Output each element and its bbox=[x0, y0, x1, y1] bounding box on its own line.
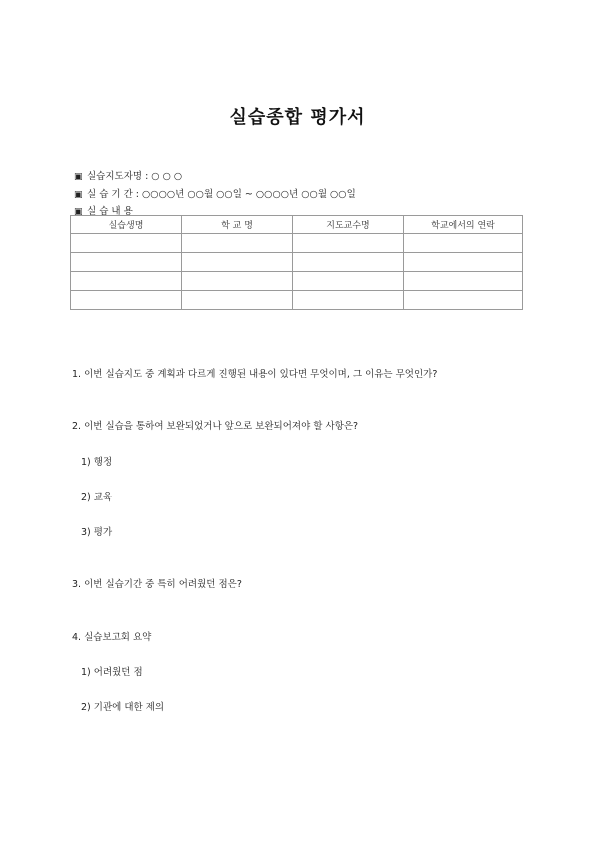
question-4: 4. 실습보고회 요약 bbox=[72, 632, 152, 643]
header-trainee-name: 실습생명 bbox=[71, 216, 182, 234]
supervisor-line bbox=[74, 168, 182, 182]
header-school-contact: 학교에서의 연락 bbox=[404, 216, 523, 234]
table-row bbox=[71, 253, 523, 272]
table-header-row bbox=[71, 216, 523, 234]
table-row bbox=[71, 291, 523, 310]
question-2-item-administration: 1) 행정 bbox=[81, 457, 113, 468]
table-cell[interactable] bbox=[182, 272, 293, 291]
table-cell[interactable] bbox=[404, 291, 523, 310]
table-cell[interactable] bbox=[293, 291, 404, 310]
table-cell[interactable] bbox=[293, 253, 404, 272]
table-cell[interactable] bbox=[182, 234, 293, 253]
question-4-item-suggestions: 2) 기관에 대한 제의 bbox=[81, 702, 165, 713]
table-cell[interactable] bbox=[71, 291, 182, 310]
square-bullet-icon: ▣ bbox=[74, 190, 83, 200]
table-cell[interactable] bbox=[71, 234, 182, 253]
table-cell[interactable] bbox=[182, 291, 293, 310]
table-cell[interactable] bbox=[182, 253, 293, 272]
square-bullet-icon: ▣ bbox=[74, 207, 83, 217]
question-1: 1. 이번 실습지도 중 계획과 다르게 진행된 내용이 있다면 무엇이며, 그 이유는 무엇인가? bbox=[72, 369, 438, 380]
trainee-table bbox=[70, 215, 523, 310]
question-4-item-difficulties: 1) 어려웠던 점 bbox=[81, 667, 143, 678]
header-advisor-name: 지도교수명 bbox=[293, 216, 404, 234]
question-2-item-education: 2) 교육 bbox=[81, 492, 113, 503]
period-line bbox=[74, 186, 356, 200]
supervisor-text: 실습지도자명 : ○ ○ ○ bbox=[87, 171, 183, 182]
table-cell[interactable] bbox=[404, 234, 523, 253]
table-row bbox=[71, 234, 523, 253]
question-2: 2. 이번 실습을 통하여 보완되었거나 앞으로 보완되어져야 할 사항은? bbox=[72, 421, 359, 432]
table-cell[interactable] bbox=[404, 253, 523, 272]
square-bullet-icon: ▣ bbox=[74, 172, 83, 182]
table-cell[interactable] bbox=[71, 253, 182, 272]
question-3: 3. 이번 실습기간 중 특히 어려웠던 점은? bbox=[72, 579, 242, 590]
document-title: 실습종합 평가서 bbox=[229, 107, 366, 128]
table-cell[interactable] bbox=[293, 272, 404, 291]
content-text: 실 습 내 용 bbox=[87, 206, 133, 217]
table-row bbox=[71, 272, 523, 291]
question-2-item-evaluation: 3) 평가 bbox=[81, 527, 113, 538]
header-school-name: 학 교 명 bbox=[182, 216, 293, 234]
period-text: 실 습 기 간 : ○○○○년 ○○월 ○○일 ~ ○○○○년 ○○월 ○○일 bbox=[87, 189, 356, 200]
table-cell[interactable] bbox=[71, 272, 182, 291]
table-cell[interactable] bbox=[293, 234, 404, 253]
table-cell[interactable] bbox=[404, 272, 523, 291]
